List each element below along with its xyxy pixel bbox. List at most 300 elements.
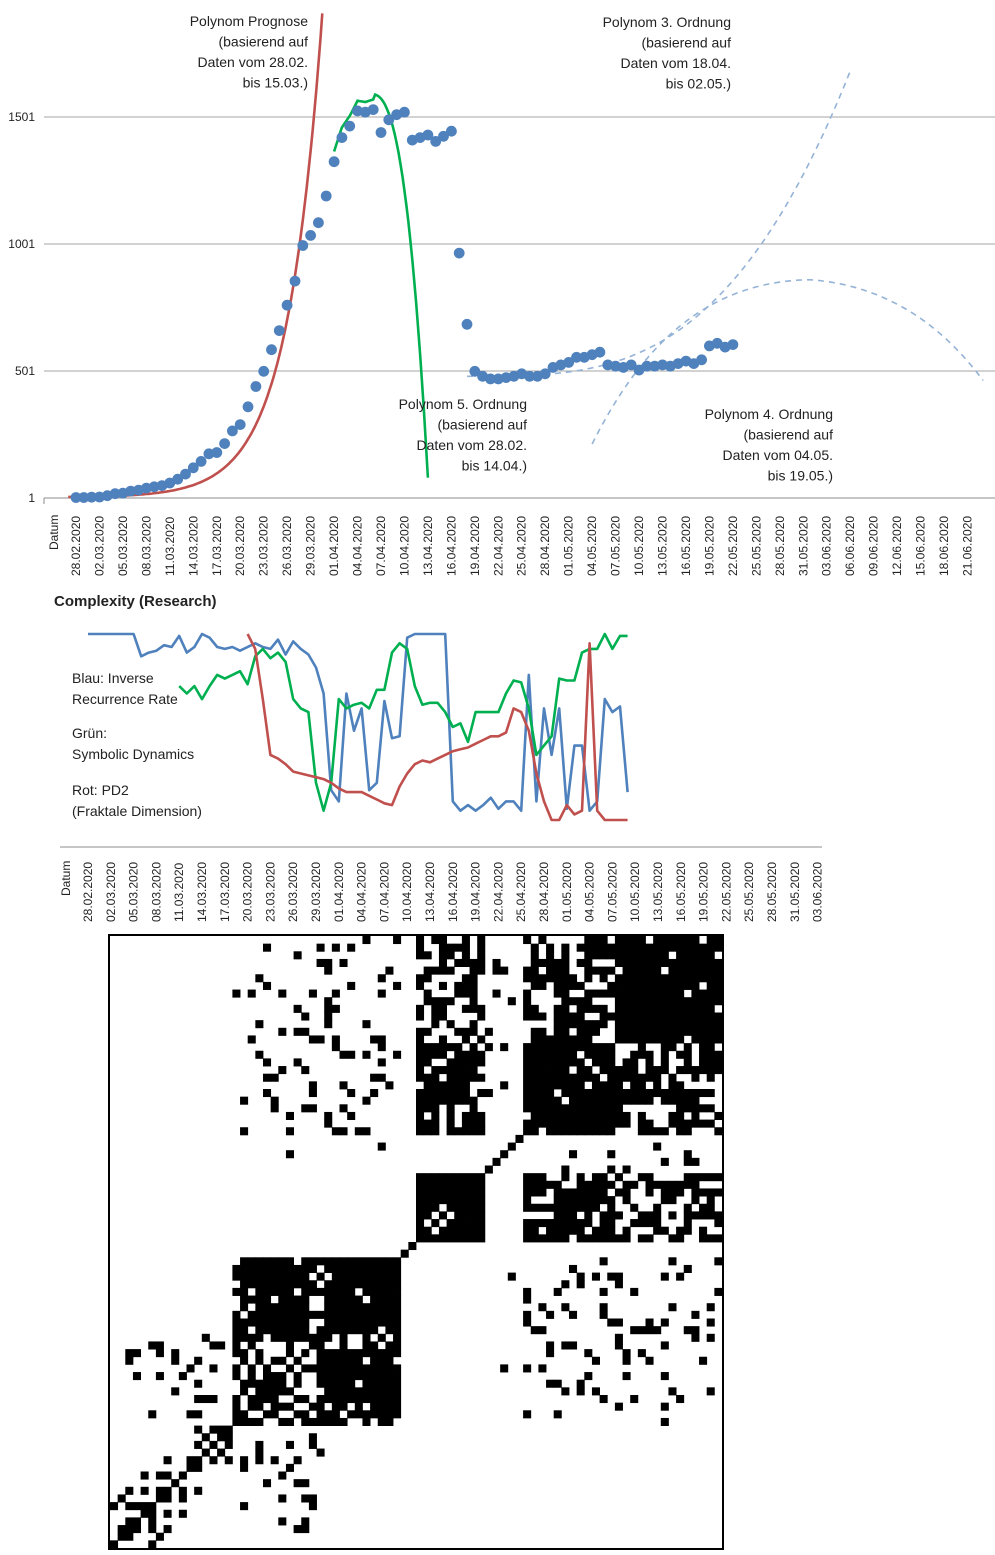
recurrence-cell	[324, 1319, 332, 1327]
recurrence-cell	[646, 1188, 654, 1196]
recurrence-cell	[584, 1188, 592, 1196]
recurrence-cell	[164, 1510, 172, 1518]
recurrence-cell	[630, 1028, 638, 1036]
recurrence-cell	[148, 1525, 156, 1533]
recurrence-cell	[141, 1510, 149, 1518]
recurrence-cell	[286, 1403, 294, 1411]
recurrence-cell	[194, 1395, 202, 1403]
recurrence-cell	[584, 1196, 592, 1204]
recurrence-cell	[362, 1372, 370, 1380]
recurrence-cell	[661, 1043, 669, 1051]
recurrence-cell	[294, 1273, 302, 1281]
recurrence-cell	[630, 1005, 638, 1013]
fit-line-polynom-5	[334, 95, 428, 478]
recurrence-cell	[355, 1403, 363, 1411]
recurrence-cell	[569, 1035, 577, 1043]
data-point	[297, 240, 308, 251]
recurrence-cell	[668, 1196, 676, 1204]
recurrence-cell	[523, 1296, 531, 1304]
recurrence-cell	[668, 1234, 676, 1242]
recurrence-cell	[470, 997, 478, 1005]
recurrence-cell	[699, 951, 707, 959]
recurrence-cell	[416, 1196, 424, 1204]
recurrence-cell	[416, 1066, 424, 1074]
recurrence-cell	[653, 967, 661, 975]
recurrence-cell	[309, 1433, 317, 1441]
recurrence-cell	[324, 1005, 332, 1013]
recurrence-cell	[332, 1410, 340, 1418]
recurrence-cell	[538, 1219, 546, 1227]
recurrence-cell	[340, 1257, 348, 1265]
recurrence-cell	[607, 982, 615, 990]
recurrence-cell	[263, 1280, 271, 1288]
recurrence-cell	[676, 1028, 684, 1036]
recurrence-cell	[385, 1296, 393, 1304]
recurrence-cell	[271, 1334, 279, 1342]
recurrence-cell	[676, 1273, 684, 1281]
recurrence-cell	[317, 1395, 325, 1403]
recurrence-cell	[676, 1104, 684, 1112]
recurrence-cell	[569, 1013, 577, 1021]
recurrence-cell	[538, 1089, 546, 1097]
recurrence-cell	[171, 1479, 179, 1487]
annotations	[190, 13, 833, 484]
recurrence-cell	[546, 1066, 554, 1074]
legend-item	[72, 725, 194, 762]
recurrence-cell	[385, 1081, 393, 1089]
recurrence-cell	[653, 1204, 661, 1212]
recurrence-cell	[600, 974, 608, 982]
recurrence-cell	[523, 1319, 531, 1327]
recurrence-cell	[546, 1097, 554, 1105]
recurrence-cell	[707, 1104, 715, 1112]
recurrence-cell	[477, 1173, 485, 1181]
recurrence-cell	[378, 1311, 386, 1319]
recurrence-cell	[691, 967, 699, 975]
recurrence-cell	[592, 1112, 600, 1120]
recurrence-cell	[217, 1426, 225, 1434]
recurrence-cell	[424, 974, 432, 982]
recurrence-cell	[485, 1166, 493, 1174]
recurrence-cell	[294, 1326, 302, 1334]
recurrence-cell	[691, 1005, 699, 1013]
recurrence-cell	[523, 997, 531, 1005]
recurrence-cell	[531, 982, 539, 990]
recurrence-cell	[531, 1058, 539, 1066]
recurrence-cell	[668, 1097, 676, 1105]
recurrence-cell	[523, 1097, 531, 1105]
recurrence-cell	[699, 959, 707, 967]
recurrence-cell	[531, 1081, 539, 1089]
recurrence-cell	[714, 1188, 722, 1196]
recurrence-cell	[439, 967, 447, 975]
legend-text: Symbolic Dynamics	[72, 746, 195, 762]
recurrence-cell	[340, 1372, 348, 1380]
recurrence-cell	[462, 936, 470, 944]
recurrence-cell	[607, 944, 615, 952]
recurrence-cell	[118, 1533, 126, 1541]
x-tick-label: 18.06.2020	[937, 515, 952, 576]
recurrence-cell	[500, 967, 508, 975]
recurrence-cell	[646, 1211, 654, 1219]
recurrence-cell	[600, 1104, 608, 1112]
x-tick-label: 11.03.2020	[172, 862, 187, 922]
recurrence-cell	[301, 1410, 309, 1418]
recurrence-cell	[584, 1204, 592, 1212]
recurrence-cell	[370, 1326, 378, 1334]
recurrence-cell	[699, 1035, 707, 1043]
recurrence-cell	[393, 982, 401, 990]
recurrence-cell	[393, 1395, 401, 1403]
recurrence-cell	[630, 990, 638, 998]
recurrence-cell	[554, 1196, 562, 1204]
recurrence-cell	[164, 1494, 172, 1502]
recurrence-cell	[607, 1234, 615, 1242]
recurrence-cell	[592, 1120, 600, 1128]
recurrence-cell	[714, 944, 722, 952]
recurrence-cell	[707, 1196, 715, 1204]
recurrence-cell	[370, 1364, 378, 1372]
recurrence-cell	[447, 1058, 455, 1066]
recurrence-cell	[240, 1334, 248, 1342]
recurrence-cell	[684, 974, 692, 982]
recurrence-cell	[615, 1097, 623, 1105]
recurrence-cell	[324, 997, 332, 1005]
recurrence-cell	[378, 1288, 386, 1296]
recurrence-cell	[416, 1013, 424, 1021]
recurrence-cell	[248, 1280, 256, 1288]
recurrence-cell	[294, 951, 302, 959]
recurrence-cell	[362, 1051, 370, 1059]
recurrence-cell	[362, 1288, 370, 1296]
recurrence-cell	[638, 967, 646, 975]
x-tick-label: 28.02.2020	[69, 515, 83, 576]
recurrence-cell	[477, 1211, 485, 1219]
x-tick-label: 19.04.2020	[467, 515, 482, 576]
recurrence-cell	[569, 1227, 577, 1235]
recurrence-cell	[569, 1188, 577, 1196]
x-tick-label: 13.04.2020	[420, 515, 435, 576]
recurrence-cell	[668, 974, 676, 982]
recurrence-cell	[462, 1211, 470, 1219]
x-tick-label: 04.05.2020	[585, 515, 600, 576]
recurrence-cell	[531, 1089, 539, 1097]
recurrence-cell	[538, 1234, 546, 1242]
recurrence-cell	[385, 1418, 393, 1426]
recurrence-cell	[653, 997, 661, 1005]
recurrence-cell	[362, 1410, 370, 1418]
recurrence-cell	[546, 1074, 554, 1082]
recurrence-cell	[332, 1403, 340, 1411]
recurrence-cell	[232, 1334, 240, 1342]
recurrence-cell	[554, 1188, 562, 1196]
recurrence-cell	[661, 1181, 669, 1189]
recurrence-cell	[584, 1051, 592, 1059]
recurrence-cell	[531, 967, 539, 975]
recurrence-cell	[156, 1349, 164, 1357]
recurrence-cell	[569, 1150, 577, 1158]
recurrence-cell	[416, 1120, 424, 1128]
recurrence-cell	[347, 1410, 355, 1418]
recurrence-cell	[523, 1074, 531, 1082]
recurrence-cell	[638, 997, 646, 1005]
recurrence-cell	[278, 1387, 286, 1395]
recurrence-cell	[347, 1280, 355, 1288]
recurrence-cell	[324, 1020, 332, 1028]
recurrence-cell	[684, 1028, 692, 1036]
recurrence-cell	[691, 1066, 699, 1074]
recurrence-cell	[362, 1418, 370, 1426]
recurrence-cell	[462, 1074, 470, 1082]
recurrence-cell	[546, 1051, 554, 1059]
recurrence-cell	[684, 1227, 692, 1235]
data-point	[251, 381, 262, 392]
recurrence-cell	[431, 1120, 439, 1128]
recurrence-cell	[454, 1211, 462, 1219]
recurrence-cell	[462, 1089, 470, 1097]
recurrence-cell	[668, 1112, 676, 1120]
recurrence-cell	[653, 1074, 661, 1082]
recurrence-cell	[378, 1257, 386, 1265]
recurrence-cell	[286, 1265, 294, 1273]
data-point	[321, 191, 332, 202]
recurrence-cell	[370, 1372, 378, 1380]
x-tick-label: 03.06.2020	[819, 515, 834, 576]
recurrence-cell	[294, 1456, 302, 1464]
x-tick-label: 23.03.2020	[263, 861, 278, 922]
recurrence-cell	[462, 1173, 470, 1181]
complexity-chart	[0, 590, 995, 930]
x-tick-label: 29.03.2020	[309, 861, 323, 922]
recurrence-cell	[141, 1472, 149, 1480]
recurrence-cell	[714, 1058, 722, 1066]
recurrence-cell	[646, 1120, 654, 1128]
complexity-chart-title: Complexity (Research)	[54, 593, 217, 610]
recurrence-cell	[125, 1502, 133, 1510]
recurrence-cell	[615, 1120, 623, 1128]
recurrence-cell	[477, 1127, 485, 1135]
recurrence-cell	[630, 1074, 638, 1082]
recurrence-cell	[263, 1479, 271, 1487]
recurrence-cell	[332, 1043, 340, 1051]
recurrence-cell	[416, 1188, 424, 1196]
recurrence-cell	[286, 1280, 294, 1288]
recurrence-cell	[431, 1104, 439, 1112]
recurrence-cell	[454, 1089, 462, 1097]
recurrence-cell	[592, 1058, 600, 1066]
recurrence-cell	[592, 951, 600, 959]
recurrence-cell	[707, 1334, 715, 1342]
recurrence-cell	[615, 1104, 623, 1112]
recurrence-cell	[592, 1005, 600, 1013]
recurrence-cell	[707, 990, 715, 998]
recurrence-cell	[646, 982, 654, 990]
recurrence-cell	[439, 1196, 447, 1204]
recurrence-cell	[523, 1058, 531, 1066]
recurrence-cell	[676, 1234, 684, 1242]
recurrence-cell	[684, 1058, 692, 1066]
recurrence-cell	[447, 1127, 455, 1135]
recurrence-cell	[684, 1158, 692, 1166]
recurrence-cell	[569, 1074, 577, 1082]
recurrence-cell	[607, 1219, 615, 1227]
recurrence-cell	[148, 1517, 156, 1525]
recurrence-cell	[523, 1104, 531, 1112]
recurrence-cell	[531, 1120, 539, 1128]
recurrence-cell	[646, 1089, 654, 1097]
annotation-line: (basierend auf	[218, 33, 308, 50]
recurrence-cell	[470, 1173, 478, 1181]
recurrence-cell	[538, 974, 546, 982]
data-point	[258, 366, 269, 377]
recurrence-cell	[240, 1502, 248, 1510]
recurrence-cell	[623, 936, 631, 944]
recurrence-cell	[493, 967, 501, 975]
recurrence-cell	[340, 1349, 348, 1357]
recurrence-cell	[470, 1227, 478, 1235]
recurrence-cell	[653, 951, 661, 959]
recurrence-cell	[362, 1303, 370, 1311]
recurrence-cell	[424, 1196, 432, 1204]
recurrence-cell	[569, 1058, 577, 1066]
recurrence-cell	[630, 1051, 638, 1059]
recurrence-cell	[470, 1219, 478, 1227]
recurrence-cell	[309, 1341, 317, 1349]
recurrence-cell	[462, 1127, 470, 1135]
recurrence-cell	[554, 1181, 562, 1189]
recurrence-cell	[668, 1120, 676, 1128]
recurrence-cell	[714, 974, 722, 982]
recurrence-cell	[607, 1104, 615, 1112]
recurrence-cell	[263, 1074, 271, 1082]
recurrence-cell	[332, 1257, 340, 1265]
recurrence-cell	[554, 1020, 562, 1028]
recurrence-cell	[561, 1020, 569, 1028]
recurrence-cell	[561, 990, 569, 998]
recurrence-cell	[623, 1013, 631, 1021]
recurrence-cell	[630, 959, 638, 967]
recurrence-cell	[546, 1112, 554, 1120]
recurrence-cell	[707, 1173, 715, 1181]
recurrence-cell	[569, 1211, 577, 1219]
recurrence-cell	[676, 982, 684, 990]
recurrence-cell	[684, 1127, 692, 1135]
recurrence-cell	[600, 1196, 608, 1204]
recurrence-cell	[317, 1334, 325, 1342]
recurrence-cell	[477, 1074, 485, 1082]
recurrence-cell	[661, 944, 669, 952]
recurrence-cell	[561, 944, 569, 952]
recurrence-cell	[462, 1181, 470, 1189]
recurrence-cell	[691, 1158, 699, 1166]
recurrence-cell	[623, 967, 631, 975]
recurrence-cell	[447, 967, 455, 975]
recurrence-cell	[454, 1028, 462, 1036]
recurrence-cell	[332, 1357, 340, 1365]
recurrence-cell	[668, 1074, 676, 1082]
recurrence-cell	[439, 1227, 447, 1235]
recurrence-cell	[531, 1104, 539, 1112]
recurrence-cell	[340, 1311, 348, 1319]
case-count-chart	[0, 0, 995, 585]
recurrence-cell	[255, 1280, 263, 1288]
recurrence-cell	[454, 990, 462, 998]
recurrence-cell	[630, 1035, 638, 1043]
recurrence-cell	[447, 1089, 455, 1097]
annotation-line: Polynom 4. Ordnung	[704, 406, 833, 422]
recurrence-cell	[661, 1403, 669, 1411]
recurrence-cell	[301, 1273, 309, 1281]
recurrence-cell	[653, 1219, 661, 1227]
recurrence-cell	[707, 1188, 715, 1196]
recurrence-cell	[584, 1035, 592, 1043]
recurrence-cell	[393, 936, 401, 944]
recurrence-cell	[477, 1219, 485, 1227]
recurrence-cell	[676, 1181, 684, 1189]
recurrence-cell	[554, 959, 562, 967]
recurrence-cell	[240, 1380, 248, 1388]
recurrence-cell	[324, 1357, 332, 1365]
recurrence-cell	[538, 1112, 546, 1120]
recurrence-cell	[691, 1326, 699, 1334]
recurrence-cell	[301, 1319, 309, 1327]
recurrence-cell	[646, 967, 654, 975]
recurrence-cell	[523, 1013, 531, 1021]
recurrence-cell	[600, 1311, 608, 1319]
recurrence-cell	[378, 1349, 386, 1357]
recurrence-cell	[370, 1319, 378, 1327]
recurrence-cell	[661, 1418, 669, 1426]
recurrence-cell	[538, 1058, 546, 1066]
recurrence-cell	[600, 1181, 608, 1189]
recurrence-cell	[271, 1303, 279, 1311]
recurrence-cell	[554, 982, 562, 990]
recurrence-cell	[592, 1273, 600, 1281]
recurrence-cell	[439, 1181, 447, 1189]
recurrence-cell	[263, 1303, 271, 1311]
recurrence-cell	[263, 1265, 271, 1273]
recurrence-cell	[615, 982, 623, 990]
recurrence-cell	[554, 1066, 562, 1074]
recurrence-cell	[301, 1066, 309, 1074]
recurrence-cell	[355, 1387, 363, 1395]
x-tick-label: 20.03.2020	[233, 515, 248, 576]
x-tick-label: 14.03.2020	[186, 515, 201, 576]
recurrence-cell	[470, 1066, 478, 1074]
recurrence-cell	[225, 1456, 233, 1464]
recurrence-cell	[454, 982, 462, 990]
recurrence-cell	[523, 1051, 531, 1059]
recurrence-cell	[431, 1043, 439, 1051]
data-point	[376, 127, 387, 138]
recurrence-cell	[447, 1112, 455, 1120]
recurrence-cell	[630, 1058, 638, 1066]
recurrence-cell	[110, 1540, 118, 1548]
recurrence-cell	[538, 1043, 546, 1051]
recurrence-cell	[255, 1380, 263, 1388]
recurrence-cell	[385, 1395, 393, 1403]
recurrence-cell	[263, 1380, 271, 1388]
recurrence-cell	[561, 1387, 569, 1395]
recurrence-cell	[714, 1051, 722, 1059]
recurrence-cell	[232, 1265, 240, 1273]
recurrence-cell	[355, 1319, 363, 1327]
recurrence-cell	[714, 1219, 722, 1227]
recurrence-cell	[630, 951, 638, 959]
recurrence-cell	[630, 936, 638, 944]
x-tick-label: 22.05.2020	[725, 515, 740, 576]
x-axis	[59, 847, 825, 922]
